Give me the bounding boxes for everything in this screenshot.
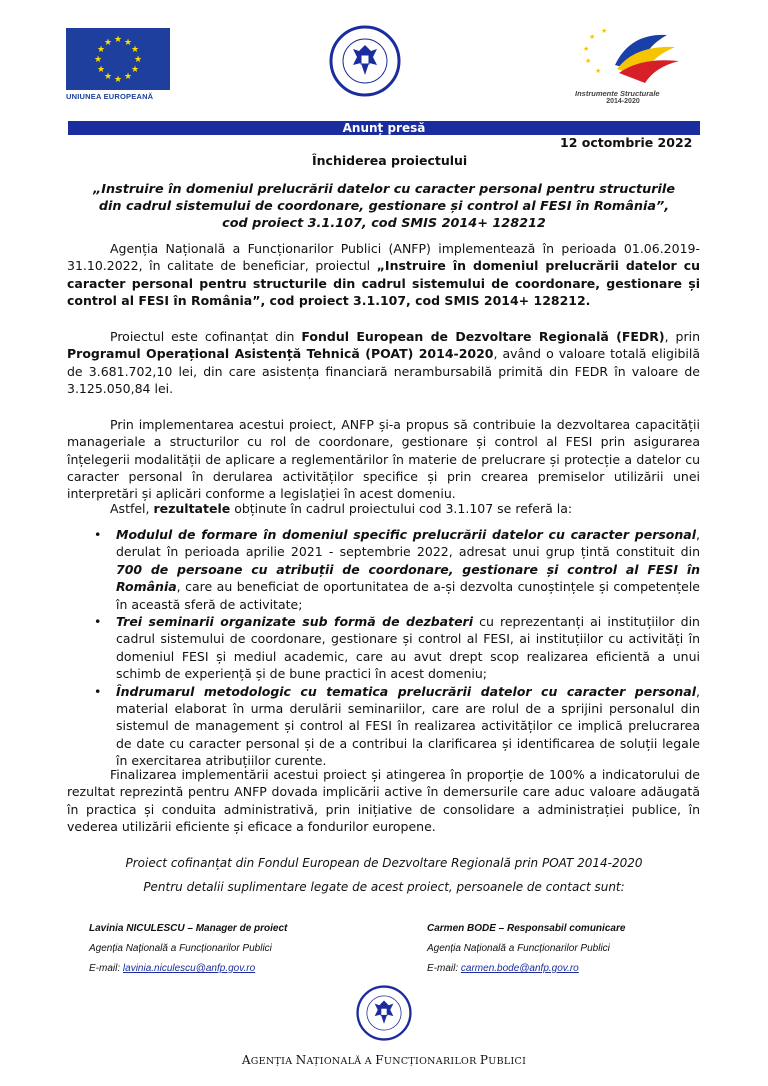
email-label: E-mail: xyxy=(89,963,123,974)
cofinancing-note: Proiect cofinanțat din Fondul European de Dezvoltare Regională prin POAT 2014-2020 xyxy=(125,856,643,870)
footer-agency-name xyxy=(68,1053,700,1067)
svg-text:★: ★ xyxy=(113,35,123,45)
footer-letter: P xyxy=(479,1053,489,1067)
footer-text: GENȚIA xyxy=(250,1056,296,1067)
svg-text:★: ★ xyxy=(133,55,143,65)
result-title: Trei seminarii organizate sub formă de dezbateri xyxy=(116,614,473,630)
result-highlight: 700 de persoane cu atribuții de coordonare, gestionare și control al FESI în România xyxy=(116,561,700,595)
intro-paragraph xyxy=(67,240,700,309)
result-text: cu reprezentanți ai instituțiilor din cadrul sistemului de coordonare, gestionare și control al FESI, ai instituțiilor cu activități în domeniul FESI și mediul academic, care au avut drept scop realizarea eficientă a unui schimb de experiență și de bune practici în acest domeniu; xyxy=(116,614,700,682)
svg-text:★: ★ xyxy=(585,57,592,65)
funding-paragraph xyxy=(67,328,700,397)
svg-text:★: ★ xyxy=(583,45,590,53)
project-title-line: „Instruire în domeniul prelucrării datelor cu caracter personal pentru structurile xyxy=(92,182,675,197)
list-item xyxy=(67,683,700,770)
government-seal-icon xyxy=(329,25,401,97)
structural-instruments-years: 2014-2020 xyxy=(606,98,640,105)
email-link[interactable]: carmen.bode@anfp.gov.ro xyxy=(460,963,579,974)
footer-letter: N xyxy=(295,1053,307,1067)
eu-logo xyxy=(66,28,170,101)
program-name: Programul Operațional Asistență Tehnică (POAT) 2014-2020 xyxy=(67,346,494,362)
svg-text:★: ★ xyxy=(96,65,106,75)
fund-name: Fondul European de Dezvoltare Regională (FEDR) xyxy=(301,329,665,344)
project-title xyxy=(80,181,688,232)
svg-text:★: ★ xyxy=(93,55,103,65)
svg-text:★: ★ xyxy=(123,38,133,48)
result-title: Îndrumarul metodologic cu tematica prelucrării datelor cu caracter personal xyxy=(116,683,697,699)
structural-instruments-icon xyxy=(575,25,683,85)
structural-instruments-logo xyxy=(575,25,683,105)
closing-heading: Închiderea proiectului xyxy=(312,153,468,168)
list-item xyxy=(67,613,700,683)
funding-text: Proiectul este cofinanțat din xyxy=(110,329,302,344)
intro-project-name: „Instruire în domeniul prelucrării datelor cu caracter personal pentru structurile din cadrul sistemului de coordonare, gestionare și control al FESI în România”, cod proiect 3.1.107, cod SMIS 2014+ 128212. xyxy=(67,258,700,308)
list-item xyxy=(67,526,700,613)
svg-text:★: ★ xyxy=(130,65,140,75)
contact-block xyxy=(427,919,625,979)
email-link[interactable]: lavinia.niculescu@anfp.gov.ro xyxy=(122,963,256,974)
eu-flag-icon xyxy=(66,28,170,90)
objective-paragraph xyxy=(67,416,700,502)
footer-text: UBLICI xyxy=(488,1056,527,1067)
results-list xyxy=(67,526,700,770)
svg-text:★: ★ xyxy=(589,33,596,41)
intro-text: Agenția Națională a Funcționarilor Publici (ANFP) implementează în perioada 01.06.2019-31.10.2022, în calitate de beneficiar, proiectul xyxy=(67,241,700,274)
bullet-icon: • xyxy=(94,683,102,699)
project-title-line: din cadrul sistemului de coordonare, gestionare și control al FESI în România”, xyxy=(98,199,670,214)
results-keyword: rezultatele xyxy=(153,501,231,516)
announcement-date: 12 octombrie 2022 xyxy=(560,135,693,150)
footer-letter: A xyxy=(241,1053,251,1067)
results-intro-paragraph xyxy=(67,500,700,517)
bullet-icon: • xyxy=(94,527,102,542)
contact-org: Agenția Națională a Funcționarilor Publici xyxy=(427,943,610,954)
footer-text: AȚIONALĂ A xyxy=(306,1056,376,1067)
funding-text: , prin xyxy=(664,329,700,344)
result-text: , material elaborat în urma derulării seminariilor, care are rolul de a sprijini personalul din sistemul de management și control al FESI în realizarea activităților ce implică prelucrarea de date cu caracter personal și de a contribui la clarificarea și identificarea de soluții legale în exercitarea atribuțiilor curente. xyxy=(116,683,700,769)
svg-text:★: ★ xyxy=(601,27,608,35)
contact-block xyxy=(89,919,287,979)
results-intro-text: Astfel, xyxy=(110,501,154,516)
svg-text:★: ★ xyxy=(103,72,113,82)
svg-text:★: ★ xyxy=(103,38,113,48)
email-label: E-mail: xyxy=(427,963,461,974)
project-title-line: cod proiect 3.1.107, cod SMIS 2014+ 128212 xyxy=(222,216,546,231)
svg-text:★: ★ xyxy=(130,45,140,55)
conclusion-paragraph xyxy=(67,766,700,835)
conclusion-text: Finalizarea implementării acestui proiect și atingerea în proporție de 100% a indicatorului de rezultat reprezintă pentru ANFP dovada implicării active în demersurile care aduc valoare adăugată în practica și conduita administrativă, prin inițiative de consolidare a administrației publice, în vederea utilizării eficiente și eficace a fondurilor europene. xyxy=(67,767,700,834)
funding-value-text: , având o valoare totală eligibilă de 3.681.702,10 lei, din care asistența financiară nerambursabilă primită din FEDR în valoare de 3.125.050,84 lei. xyxy=(67,346,700,396)
press-announcement-bar: Anunț presă xyxy=(68,121,700,135)
contact-intro: Pentru detalii suplimentare legate de acest proiect, persoanele de contact sunt: xyxy=(143,880,625,894)
results-intro-text: obținute în cadrul proiectului cod 3.1.107 se referă la: xyxy=(230,501,573,516)
contact-name: Lavinia NICULESCU – Manager de proiect xyxy=(89,923,288,934)
eu-caption: UNIUNEA EUROPEANĂ xyxy=(66,92,154,101)
svg-text:★: ★ xyxy=(113,75,123,85)
result-text: , derulat în perioada aprilie 2021 - septembrie 2022, adresat unui grup țintă constituit din xyxy=(116,527,700,560)
objective-text: Prin implementarea acestui proiect, ANFP și-a propus să contribuie la dezvoltarea capacității manageriale a structurilor cu rol de coordonare, gestionare și control al FESI prin asigurarea înțelegerii modalității de aplicare a reglementărilor în materie de prelucrare și protecție a datelor cu caracter personal în derularea activităților specifice și prin crearea premiselor utilizării unei interpretări și aplicări conforme a legislației în acest domeniu. xyxy=(67,417,700,502)
contact-name: Carmen BODE – Responsabil comunicare xyxy=(427,923,626,934)
svg-text:★: ★ xyxy=(123,72,133,82)
footer-government-seal-icon xyxy=(356,985,412,1041)
result-title: Modulul de formare în domeniul specific prelucrării datelor cu caracter personal xyxy=(116,527,697,542)
svg-text:★: ★ xyxy=(595,67,602,75)
bullet-icon: • xyxy=(94,614,102,630)
footer-letter: F xyxy=(375,1053,384,1067)
structural-instruments-caption: Instrumente Structurale xyxy=(575,89,660,98)
svg-text:★: ★ xyxy=(96,45,106,55)
result-text: , care au beneficiat de oportunitatea de a-și dezvolta cunoștințele și competențele în această sferă de activitate; xyxy=(116,579,700,612)
footer-text: UNCȚIONARILOR xyxy=(383,1056,480,1067)
contact-org: Agenția Națională a Funcționarilor Publici xyxy=(89,943,272,954)
